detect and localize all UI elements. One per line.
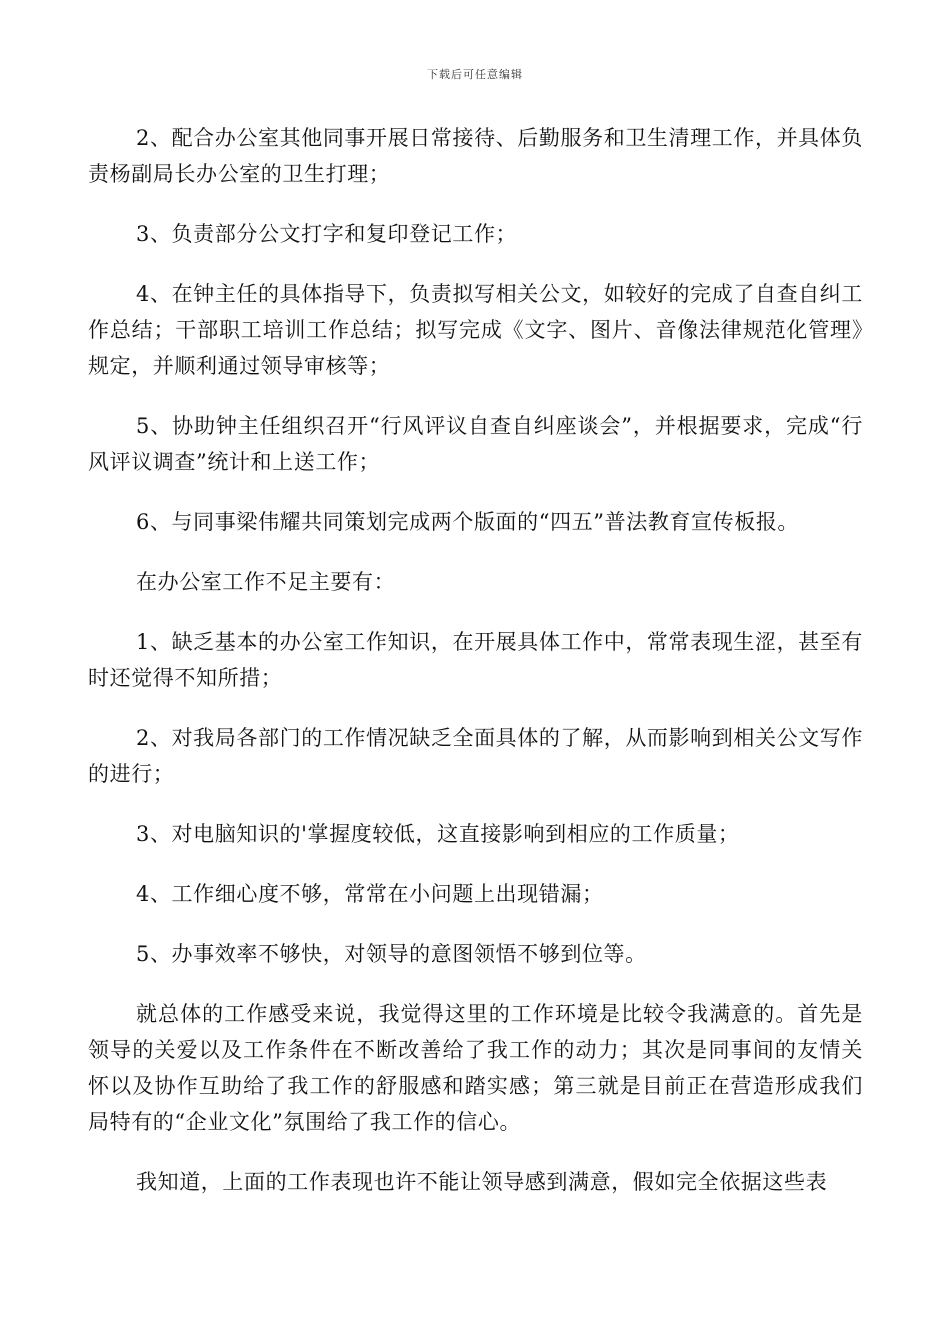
document-body [88, 120, 863, 1224]
paragraph: 3、对电脑知识的'掌握度较低，这直接影响到相应的工作质量； [136, 822, 740, 846]
paragraph: 3、负责部分公文打字和复印登记工作； [136, 222, 518, 246]
paragraph: 就总体的工作感受来说，我觉得这里的工作环境是比较令我满意的。首先是领导的关爱以及工作条件在不断改善给了我工作的动力；其次是同事间的友情关怀以及协作互助给了我工作的舒服感和踏实感；第三就是目前正在营造形成我们局特有的“企业文化”氛围给了我工作的信心。 [88, 1002, 863, 1134]
paragraph: 5、协助钟主任组织召开“行风评议自查自纠座谈会”，并根据要求，完成“行风评议调查”统计和上送工作； [88, 414, 863, 474]
header-note: 下载后可任意编辑 [427, 68, 523, 81]
paragraph: 5、办事效率不够快，对领导的意图领悟不够到位等。 [136, 942, 647, 966]
paragraph: 2、对我局各部门的工作情况缺乏全面具体的了解，从而影响到相关公文写作的进行； [88, 726, 863, 786]
paragraph: 在办公室工作不足主要有： [136, 570, 396, 594]
paragraph: 6、与同事梁伟耀共同策划完成两个版面的“四五”普法教育宣传板报。 [136, 510, 800, 534]
paragraph: 4、工作细心度不够，常常在小问题上出现错漏； [136, 882, 604, 906]
paragraph: 4、在钟主任的具体指导下，负责拟写相关公文，如较好的完成了自查自纠工作总结；干部职工培训工作总结；拟写完成《文字、图片、音像法律规范化管理》规定，并顺利通过领导审核等； [88, 282, 863, 378]
paragraph: 我知道，上面的工作表现也许不能让领导感到满意，假如完全依据这些表 [136, 1170, 828, 1194]
paragraph: 1、缺乏基本的办公室工作知识，在开展具体工作中，常常表现生涩，甚至有时还觉得不知所措； [88, 630, 863, 690]
paragraph: 2、配合办公室其他同事开展日常接待、后勤服务和卫生清理工作，并具体负责杨副局长办公室的卫生打理； [88, 126, 863, 186]
